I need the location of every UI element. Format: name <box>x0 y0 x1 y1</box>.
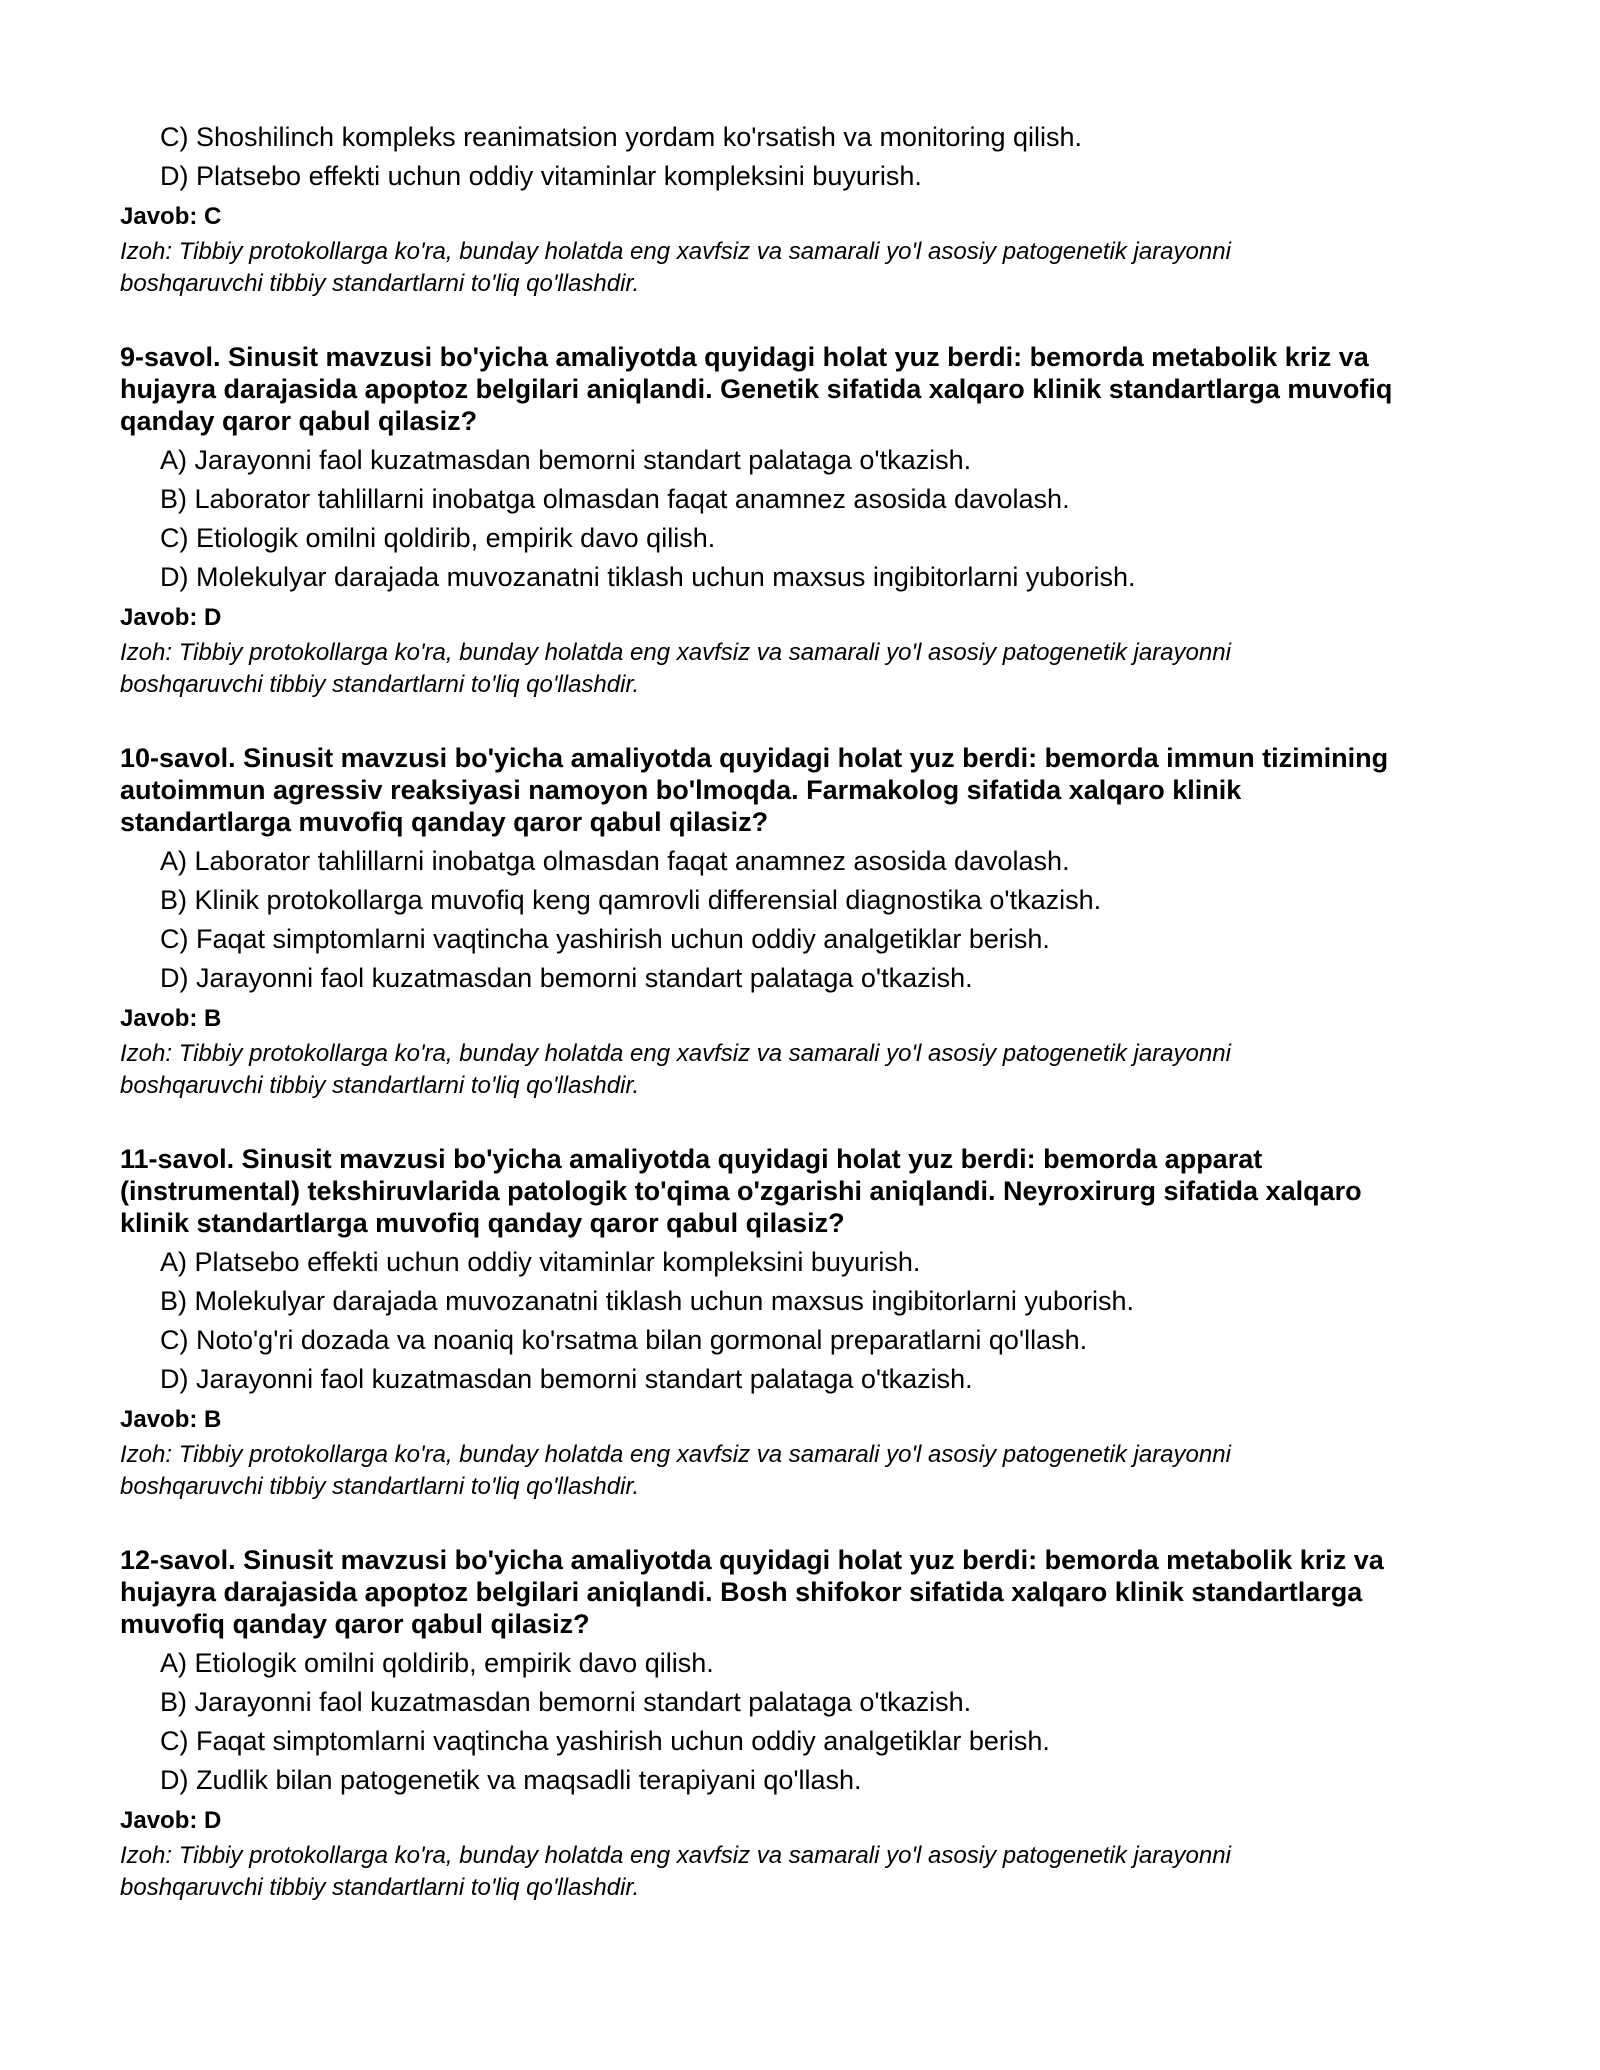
option-item: C) Etiologik omilni qoldirib, empirik davo qilish. <box>160 523 716 553</box>
question-line: qanday qaror qabul qilasiz? <box>120 406 478 436</box>
option-item: A) Jarayonni faol kuzatmasdan bemorni standart palataga o'tkazish. <box>160 445 972 475</box>
option-item: A) Etiologik omilni qoldirib, empirik davo qilish. <box>160 1648 714 1678</box>
option-item: C) Faqat simptomlarni vaqtincha yashirish uchun oddiy analgetiklar berish. <box>160 1726 1050 1756</box>
question-block <box>120 1143 1490 1503</box>
option-item: D) Platsebo effekti uchun oddiy vitaminlar kompleksini buyurish. <box>160 161 922 191</box>
answer-label: Javob: D <box>120 604 222 631</box>
question-line: autoimmun agressiv reaksiyasi namoyon bo'lmoqda. Farmakolog sifatida xalqaro klinik <box>120 775 1242 805</box>
question-block <box>120 341 1490 701</box>
question-line: standartlarga muvofiq qanday qaror qabul qilasiz? <box>120 807 769 837</box>
option-item: B) Jarayonni faol kuzatmasdan bemorni standart palataga o'tkazish. <box>160 1687 972 1717</box>
question-line: hujayra darajasida apoptoz belgilari aniqlandi. Bosh shifokor sifatida xalqaro klinik standartlarga <box>120 1577 1363 1607</box>
note-line: Izoh: Tibbiy protokollarga ko'ra, bunday holatda eng xavfsiz va samarali yo'l asosiy patogenetik jarayonni <box>120 639 1231 666</box>
note-line: boshqaruvchi tibbiy standartlarni to'liq qo'llashdir. <box>120 1072 640 1099</box>
question-line: 12-savol. Sinusit mavzusi bo'yicha amaliyotda quyidagi holat yuz berdi: bemorda metabolik kriz va <box>120 1545 1384 1575</box>
question-line: muvofiq qanday qaror qabul qilasiz? <box>120 1609 590 1639</box>
note-line: Izoh: Tibbiy protokollarga ko'ra, bunday holatda eng xavfsiz va samarali yo'l asosiy patogenetik jarayonni <box>120 238 1231 265</box>
option-item: A) Platsebo effekti uchun oddiy vitaminlar kompleksini buyurish. <box>160 1247 921 1277</box>
answer-label: Javob: D <box>120 1807 222 1834</box>
note-line: boshqaruvchi tibbiy standartlarni to'liq qo'llashdir. <box>120 1874 640 1901</box>
question-block <box>120 1544 1490 1904</box>
note-line: Izoh: Tibbiy protokollarga ko'ra, bunday holatda eng xavfsiz va samarali yo'l asosiy patogenetik jarayonni <box>120 1441 1231 1468</box>
question-line: hujayra darajasida apoptoz belgilari aniqlandi. Genetik sifatida xalqaro klinik standartlarga muvofiq <box>120 374 1393 404</box>
option-item: B) Klinik protokollarga muvofiq keng qamrovli differensial diagnostika o'tkazish. <box>160 885 1102 915</box>
question-line: 11-savol. Sinusit mavzusi bo'yicha amaliyotda quyidagi holat yuz berdi: bemorda apparat <box>120 1144 1263 1174</box>
option-item: B) Laborator tahlillarni inobatga olmasdan faqat anamnez asosida davolash. <box>160 484 1070 514</box>
answer-label: Javob: B <box>120 1005 222 1032</box>
option-item: C) Shoshilinch kompleks reanimatsion yordam ko'rsatish va monitoring qilish. <box>160 122 1083 152</box>
option-item: A) Laborator tahlillarni inobatga olmasdan faqat anamnez asosida davolash. <box>160 846 1070 876</box>
question-line: klinik standartlarga muvofiq qanday qaror qabul qilasiz? <box>120 1208 845 1238</box>
note-line: Izoh: Tibbiy protokollarga ko'ra, bunday holatda eng xavfsiz va samarali yo'l asosiy patogenetik jarayonni <box>120 1842 1231 1869</box>
question-text <box>120 341 1490 437</box>
note-line: boshqaruvchi tibbiy standartlarni to'liq qo'llashdir. <box>120 671 640 698</box>
explanation-note <box>120 236 1490 300</box>
question-line: 10-savol. Sinusit mavzusi bo'yicha amaliyotda quyidagi holat yuz berdi: bemorda immun tizimining <box>120 743 1389 773</box>
option-item: C) Noto'g'ri dozada va noaniq ko'rsatma bilan gormonal preparatlarni qo'llash. <box>160 1325 1088 1355</box>
question-line: 9-savol. Sinusit mavzusi bo'yicha amaliyotda quyidagi holat yuz berdi: bemorda metabolik kriz va <box>120 342 1369 372</box>
question-block <box>120 742 1490 1102</box>
answer-label: Javob: C <box>120 203 222 230</box>
note-line: boshqaruvchi tibbiy standartlarni to'liq qo'llashdir. <box>120 270 640 297</box>
document-page <box>120 118 1490 1904</box>
question-text <box>120 1143 1490 1239</box>
note-line: boshqaruvchi tibbiy standartlarni to'liq qo'llashdir. <box>120 1473 640 1500</box>
option-item: C) Faqat simptomlarni vaqtincha yashirish uchun oddiy analgetiklar berish. <box>160 924 1050 954</box>
question-line: (instrumental) tekshiruvlarida patologik to'qima o'zgarishi aniqlandi. Neyroxirurg sifatida xalqaro <box>120 1176 1362 1206</box>
question-text <box>120 1544 1490 1640</box>
answer-label: Javob: B <box>120 1406 222 1433</box>
explanation-note <box>120 637 1490 701</box>
question-text <box>120 742 1490 838</box>
option-item: D) Molekulyar darajada muvozanatni tiklash uchun maxsus ingibitorlarni yuborish. <box>160 562 1136 592</box>
explanation-note <box>120 1038 1490 1102</box>
note-line: Izoh: Tibbiy protokollarga ko'ra, bunday holatda eng xavfsiz va samarali yo'l asosiy patogenetik jarayonni <box>120 1040 1231 1067</box>
explanation-note <box>120 1840 1490 1904</box>
option-item: B) Molekulyar darajada muvozanatni tiklash uchun maxsus ingibitorlarni yuborish. <box>160 1286 1134 1316</box>
explanation-note <box>120 1439 1490 1503</box>
option-item: D) Zudlik bilan patogenetik va maqsadli terapiyani qo'llash. <box>160 1765 862 1795</box>
option-item: D) Jarayonni faol kuzatmasdan bemorni standart palataga o'tkazish. <box>160 963 973 993</box>
question-fragment <box>120 118 1490 300</box>
option-item: D) Jarayonni faol kuzatmasdan bemorni standart palataga o'tkazish. <box>160 1364 973 1394</box>
